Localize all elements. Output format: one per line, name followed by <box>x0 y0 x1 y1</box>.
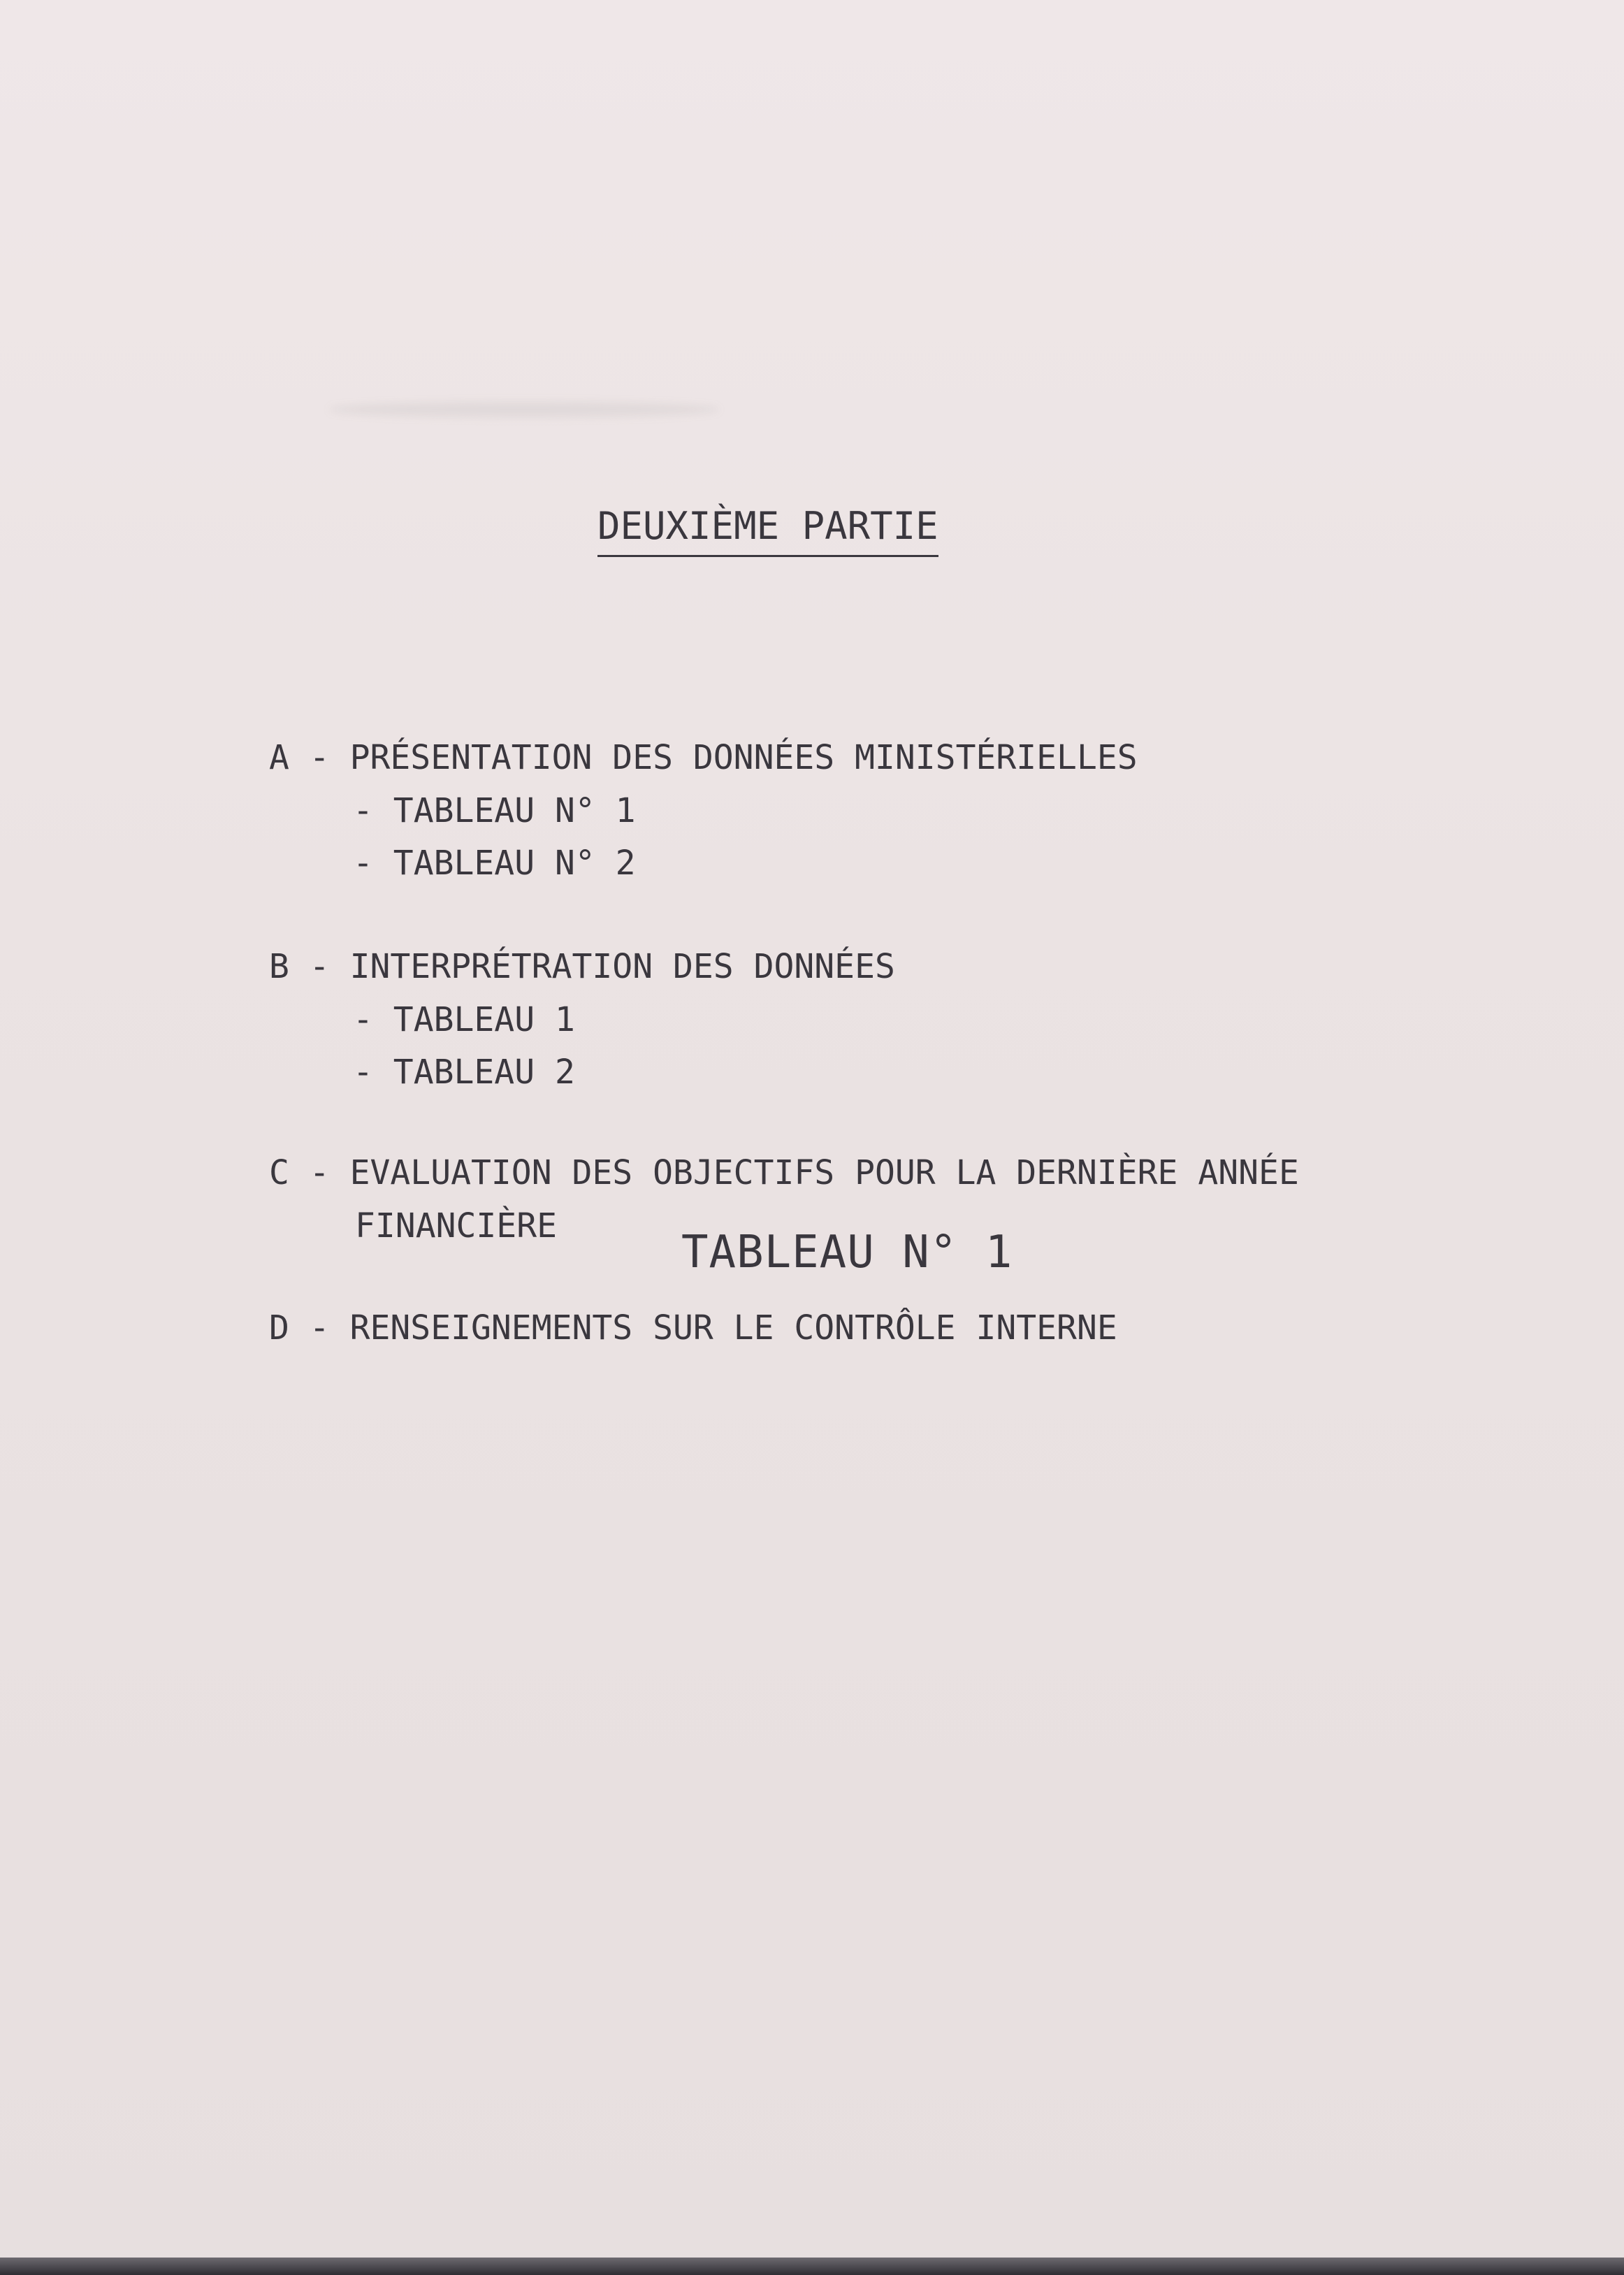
section-b-title: INTERPRÉTRATION DES DONNÉES <box>349 947 895 986</box>
section-b-heading: B - INTERPRÉTRATION DES DONNÉES <box>269 947 895 986</box>
section-a-letter: A <box>269 738 289 777</box>
paper-smudge <box>328 402 720 417</box>
section-b-item-1-label: TABLEAU 1 <box>393 1000 575 1039</box>
section-c-heading: C - EVALUATION DES OBJECTIFS POUR LA DERNIÈRE ANNÉE <box>269 1153 1299 1192</box>
section-a-item-1-label: TABLEAU N° 1 <box>393 791 636 830</box>
section-b-item-1: - TABLEAU 1 <box>353 1000 575 1039</box>
section-c-heading-continued: FINANCIÈRE <box>355 1206 557 1245</box>
section-d-title: RENSEIGNEMENTS SUR LE CONTRÔLE INTERNE <box>349 1308 1117 1348</box>
section-b-item-2-label: TABLEAU 2 <box>393 1053 575 1092</box>
section-b-item-2: - TABLEAU 2 <box>353 1053 575 1092</box>
section-a-title: PRÉSENTATION DES DONNÉES MINISTÉRIELLES <box>349 738 1138 777</box>
section-a-item-2-label: TABLEAU N° 2 <box>393 844 636 883</box>
page-title: DEUXIÈME PARTIE <box>597 502 938 557</box>
section-c-title: EVALUATION DES OBJECTIFS POUR LA DERNIÈRE ANNÉE <box>349 1153 1299 1192</box>
section-a-item-2: - TABLEAU N° 2 <box>353 844 636 883</box>
scan-bottom-edge <box>0 2258 1624 2275</box>
section-b-letter: B <box>269 947 289 986</box>
section-a-heading: A - PRÉSENTATION DES DONNÉES MINISTÉRIELLES <box>269 738 1138 777</box>
section-c-letter: C <box>269 1153 289 1192</box>
section-a-item-1: - TABLEAU N° 1 <box>353 791 636 830</box>
show-through-text: TABLEAU N° 1 <box>681 1227 1013 1278</box>
section-d-letter: D <box>269 1308 289 1348</box>
section-d-heading: D - RENSEIGNEMENTS SUR LE CONTRÔLE INTERNE <box>269 1308 1117 1348</box>
